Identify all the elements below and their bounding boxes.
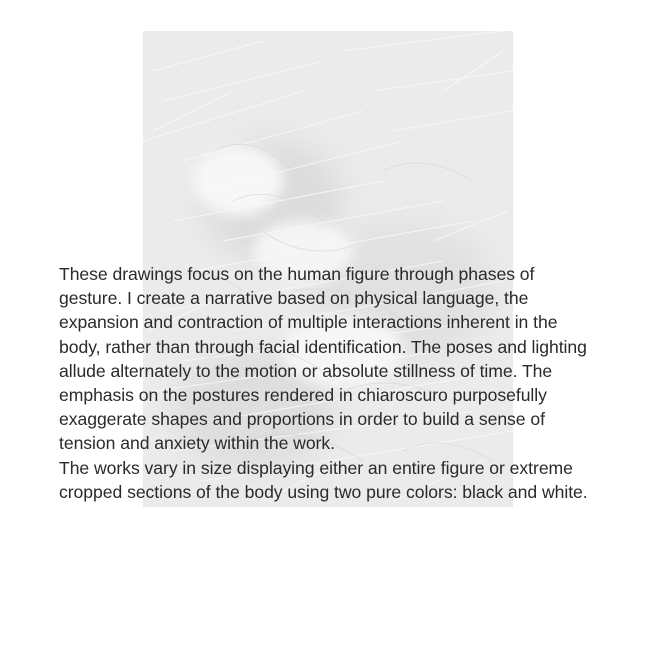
artist-statement: [59, 262, 599, 504]
statement-paragraph: These drawings focus on the human figure through phases of gesture. I create a narrative based on physical language, the expansion and contraction of multiple interactions inherent in the body, rather than through facial identification. The poses and lighting allude alternately to the motion or absolute stillness of time. The emphasis on the postures rendered in chiaroscuro purposefully exaggerate shapes and proportions in order to build a sense of tension and anxiety within the work.: [59, 264, 587, 454]
statement-paragraph: The works vary in size displaying either an entire figure or extreme cropped sections of the body using two pure colors: black and white.: [59, 457, 588, 502]
